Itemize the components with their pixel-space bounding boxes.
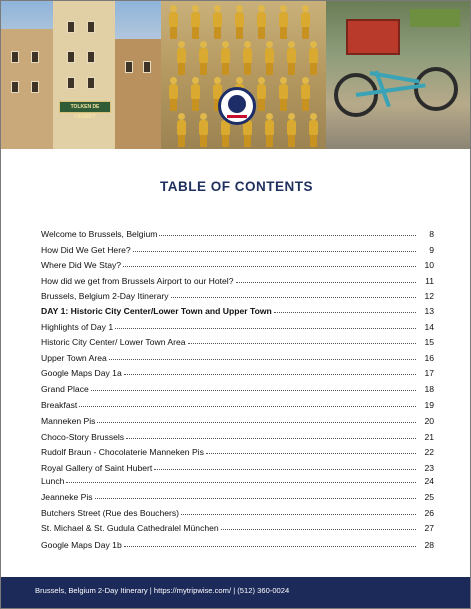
toc-entry-label: Upper Town Area [41, 353, 107, 363]
street-photo [1, 1, 161, 149]
toc-entry-page-number: 23 [424, 463, 434, 473]
toc-entry[interactable] [41, 443, 434, 457]
toc-entry-label: Rudolf Braun - Chocolaterie Manneken Pis [41, 447, 204, 457]
toc-entry-label: Grand Place [41, 384, 89, 394]
toc-entry[interactable] [41, 504, 434, 518]
toc-leader-dots [188, 343, 416, 344]
toc-entry-page-number: 20 [424, 416, 434, 426]
toc-entry-page-number: 9 [429, 245, 434, 255]
statue-figure [285, 113, 297, 147]
statue-figure [285, 41, 297, 75]
toc-entry-page-number: 25 [424, 492, 434, 502]
toc-entry[interactable] [41, 241, 434, 255]
toc-entry[interactable] [41, 488, 434, 502]
toc-leader-dots [115, 328, 416, 329]
toc-entry-page-number: 24 [424, 476, 434, 486]
toc-entry-label: St. Michael & St. Gudula Cathedralel München [41, 523, 219, 533]
statue-figure [299, 77, 311, 111]
statue-figure [167, 5, 179, 39]
toc-leader-dots [95, 498, 416, 499]
footer-text: Brussels, Belgium 2-Day Itinerary | https://mytripwise.com/ | (512) 360-0024 [35, 586, 290, 595]
toc-entry[interactable] [41, 287, 434, 301]
toc-entry-page-number: 14 [424, 322, 434, 332]
statue-figure [277, 77, 289, 111]
toc-leader-dots [159, 235, 416, 236]
toc-entry[interactable] [41, 536, 434, 550]
toc-entry[interactable] [41, 256, 434, 270]
statue-figure [197, 41, 209, 75]
toc-leader-dots [274, 312, 416, 313]
statue-figure [197, 113, 209, 147]
toc-entry-label: How Did We Get Here? [41, 245, 131, 255]
toc-entry-page-number: 27 [424, 523, 434, 533]
statue-figure [241, 41, 253, 75]
toc-entry-label: Where Did We Stay? [41, 260, 122, 270]
toc-leader-dots [154, 469, 416, 470]
toc-entry-page-number: 12 [424, 291, 434, 301]
toc-entry-page-number: 18 [424, 384, 434, 394]
toc-entry-label: Brussels, Belgium 2-Day Itinerary [41, 291, 169, 301]
toc-leader-dots [236, 282, 417, 283]
toc-entry[interactable] [41, 272, 434, 286]
toc-entry-page-number: 16 [424, 353, 434, 363]
toc-entry-page-number: 11 [425, 276, 434, 286]
toc-entry[interactable] [41, 318, 434, 332]
toc-entry[interactable] [41, 459, 434, 473]
toc-entry[interactable] [41, 428, 434, 442]
shop-sign: TOLKEN DE LIEBERT [59, 101, 111, 113]
toc-entry-label: Welcome to Brussels, Belgium [41, 229, 158, 239]
statue-figure [189, 77, 201, 111]
statue-figure [233, 5, 245, 39]
toc-entry-page-number: 13 [424, 306, 434, 316]
statue-figure [299, 5, 311, 39]
toc-leader-dots [221, 529, 416, 530]
statue-figure [263, 113, 275, 147]
statue-figure [175, 113, 187, 147]
statue-figure [307, 113, 319, 147]
toc-entry-page-number: 19 [424, 400, 434, 410]
tripwise-logo [218, 87, 256, 125]
toc-entry-label: Lunch [41, 476, 65, 486]
statue-figure [167, 77, 179, 111]
toc-entry-label: DAY 1: Historic City Center/Lower Town and Upper Town [41, 306, 272, 316]
toc-leader-dots [123, 266, 416, 267]
toc-entry-label: Choco-Story Brussels [41, 432, 125, 442]
toc-entry-page-number: 8 [429, 229, 434, 239]
toc-leader-dots [124, 546, 416, 547]
page-title: TABLE OF CONTENTS [160, 179, 313, 194]
toc-entry[interactable] [41, 333, 434, 347]
toc-entry[interactable] [41, 380, 434, 394]
toc-entry-label: Historic City Center/ Lower Town Area [41, 337, 186, 347]
toc-leader-dots [126, 438, 416, 439]
statue-figure [211, 5, 223, 39]
toc-entry-page-number: 10 [424, 260, 434, 270]
page-footer [1, 577, 471, 609]
toc-entry-page-number: 28 [424, 540, 434, 550]
toc-entry-label: Butchers Street (Rue des Bouchers) [41, 508, 180, 518]
toc-leader-dots [97, 422, 416, 423]
manneken-statues-photo [161, 1, 326, 149]
toc-entry-label: Highlights of Day 1 [41, 322, 114, 332]
toc-entry-label: Google Maps Day 1b [41, 540, 122, 550]
toc-entry-label: Breakfast [41, 400, 78, 410]
globe-icon [228, 95, 246, 113]
toc-entry-page-number: 15 [424, 337, 434, 347]
toc-leader-dots [124, 374, 416, 375]
toc-entry-label: How did we get from Brussels Airport to our Hotel? [41, 276, 234, 286]
statue-figure [255, 77, 267, 111]
header-photo-collage [1, 1, 471, 149]
toc-entry[interactable] [41, 302, 434, 316]
toc-leader-dots [79, 406, 416, 407]
statue-figure [255, 5, 267, 39]
toc-entry[interactable] [41, 519, 434, 533]
toc-entry-label: Google Maps Day 1a [41, 368, 122, 378]
toc-entry-label: Manneken Pis [41, 416, 96, 426]
statue-figure [189, 5, 201, 39]
toc-leader-dots [109, 359, 416, 360]
toc-leader-dots [133, 251, 416, 252]
toc-entry-label: Royal Gallery of Saint Hubert [41, 463, 153, 473]
statue-figure [307, 41, 319, 75]
toc-entry-page-number: 22 [424, 447, 434, 457]
logo-banner [227, 115, 247, 118]
toc-leader-dots [181, 514, 416, 515]
toc-leader-dots [66, 482, 416, 483]
toc-entry[interactable] [41, 364, 434, 378]
toc-entry[interactable] [41, 396, 434, 410]
statue-figure [219, 41, 231, 75]
statue-figure [263, 41, 275, 75]
toc-leader-dots [91, 390, 416, 391]
toc-entry[interactable] [41, 472, 434, 486]
toc-entry-page-number: 21 [424, 432, 434, 442]
toc-leader-dots [206, 453, 416, 454]
statue-figure [175, 41, 187, 75]
toc-leader-dots [171, 297, 416, 298]
toc-entry[interactable] [41, 412, 434, 426]
bicycle-photo [326, 1, 471, 149]
toc-entry-label: Jeanneke Pis [41, 492, 93, 502]
toc-entry-page-number: 26 [424, 508, 434, 518]
toc-entry[interactable] [41, 349, 434, 363]
statue-figure [277, 5, 289, 39]
toc-entry[interactable] [41, 225, 434, 239]
toc-entry-page-number: 17 [424, 368, 434, 378]
